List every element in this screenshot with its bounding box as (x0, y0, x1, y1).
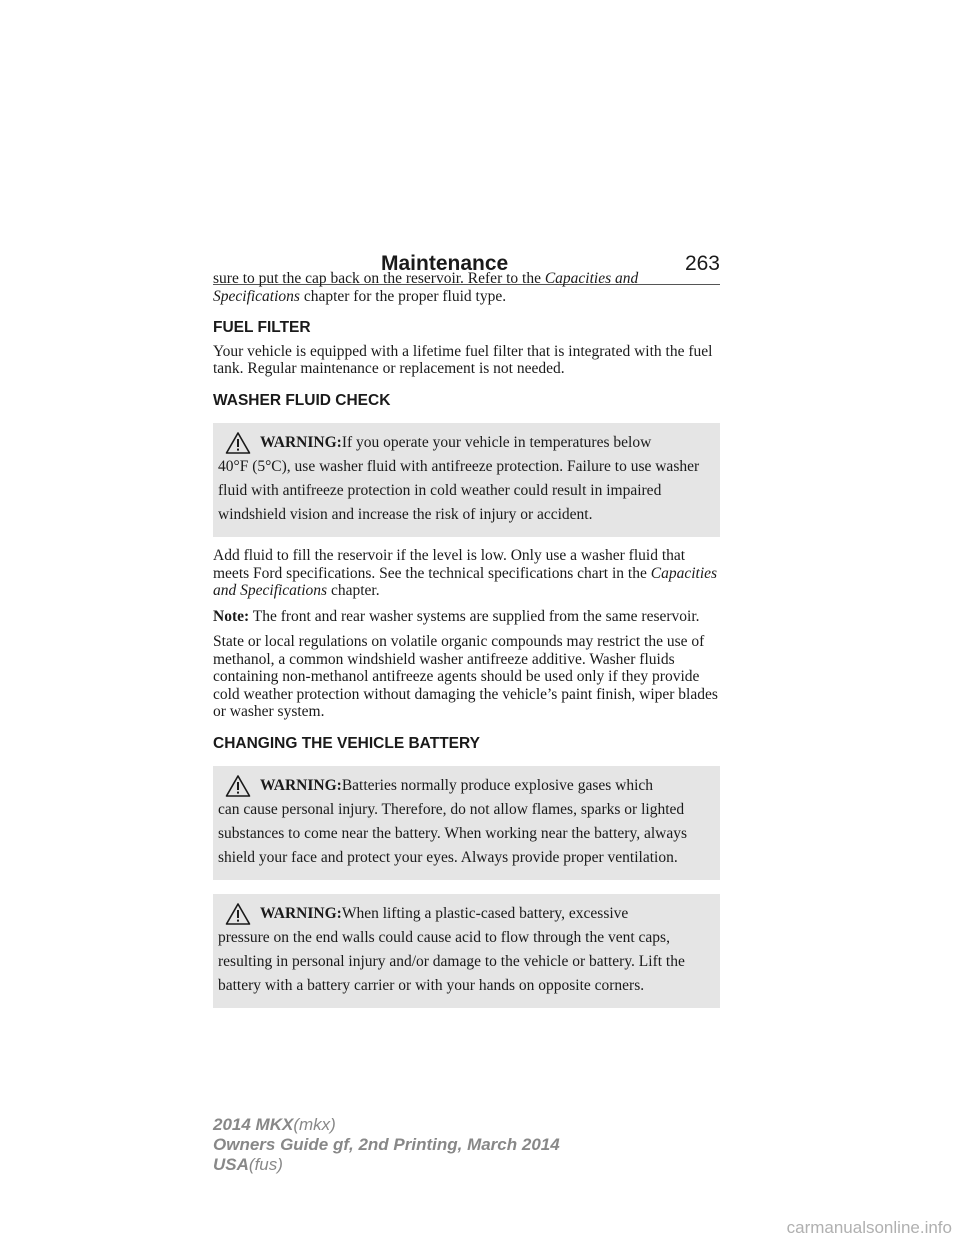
warning-text-continued: 40°F (5°C), use washer fluid with antifreeze protection. Failure to use washer fluid with antifreeze protection in cold weather could result in impaired windshield vision and increase the risk of injury or accident. (218, 458, 700, 523)
warning-triangle-icon (225, 774, 251, 798)
note-paragraph: Note: The front and rear washer systems are supplied from the same reservoir. (213, 607, 700, 625)
warning-box (213, 423, 720, 537)
warning-text: Batteries normally produce explosive gases which (341, 777, 654, 794)
page-title: Maintenance (381, 252, 509, 275)
warning-label: WARNING: (260, 777, 342, 794)
warning-text-continued: can cause personal injury. Therefore, do not allow flames, sparks or lighted substances to come near the battery. When working near the battery, always shield your face and protect your eyes. Always provide proper ventilation. (218, 801, 687, 866)
intro-paragraph: sure to put the cap back on the reservoir. Refer to the Capacities and Specifications chapter for the proper fluid type. (213, 270, 639, 305)
page-footer (213, 1115, 560, 1175)
section-heading-battery: CHANGING THE VEHICLE BATTERY (213, 734, 480, 752)
page-content (213, 270, 720, 1018)
chapter-reference: Capacities and Specifications (213, 270, 639, 305)
warning-text: If you operate your vehicle in temperatures below (341, 434, 652, 451)
footer-model-line: 2014 MKX(mkx) (213, 1115, 336, 1134)
regulations-paragraph: State or local regulations on volatile organic compounds may restrict the use of methanol, a common windshield washer antifreeze additive. Washer fluids containing non-methanol antifreeze agents should be used only if they provide cold weather protection without damaging the vehicle’s paint finish, wiper blades or washer system. (213, 633, 718, 720)
warning-label: WARNING: (260, 434, 342, 451)
note-label: Note: (213, 607, 250, 625)
warning-triangle-icon (225, 431, 251, 455)
section-heading-fuel-filter: FUEL FILTER (213, 319, 311, 336)
chapter-reference: Capacities and Specifications (213, 564, 718, 599)
warning-label: WARNING: (260, 905, 342, 922)
add-fluid-paragraph: Add fluid to fill the reservoir if the level is low. Only use a washer fluid that meets Ford specifications. See the technical specifications chart in the Capacities and Specifications chapter. (213, 547, 718, 599)
footer-guide-line: Owners Guide gf, 2nd Printing, March 2014 (213, 1135, 560, 1154)
warning-triangle-icon (225, 902, 251, 926)
section-heading-washer-fluid: WASHER FLUID CHECK (213, 391, 391, 409)
warning-text: When lifting a plastic-cased battery, excessive (341, 905, 629, 922)
footer-market-line: USA(fus) (213, 1155, 283, 1174)
warning-box (213, 766, 720, 880)
warning-text-continued: pressure on the end walls could cause acid to flow through the vent caps, resulting in personal injury and/or damage to the vehicle or battery. Lift the battery with a battery carrier or with your hands on opposite corners. (218, 929, 685, 994)
watermark: carmanualsonline.info (786, 1218, 952, 1237)
warning-box (213, 894, 720, 1008)
fuel-filter-paragraph: Your vehicle is equipped with a lifetime fuel filter that is integrated with the fuel tank. Regular maintenance or replacement is not needed. (213, 342, 713, 377)
page-number: 263 (684, 252, 720, 275)
